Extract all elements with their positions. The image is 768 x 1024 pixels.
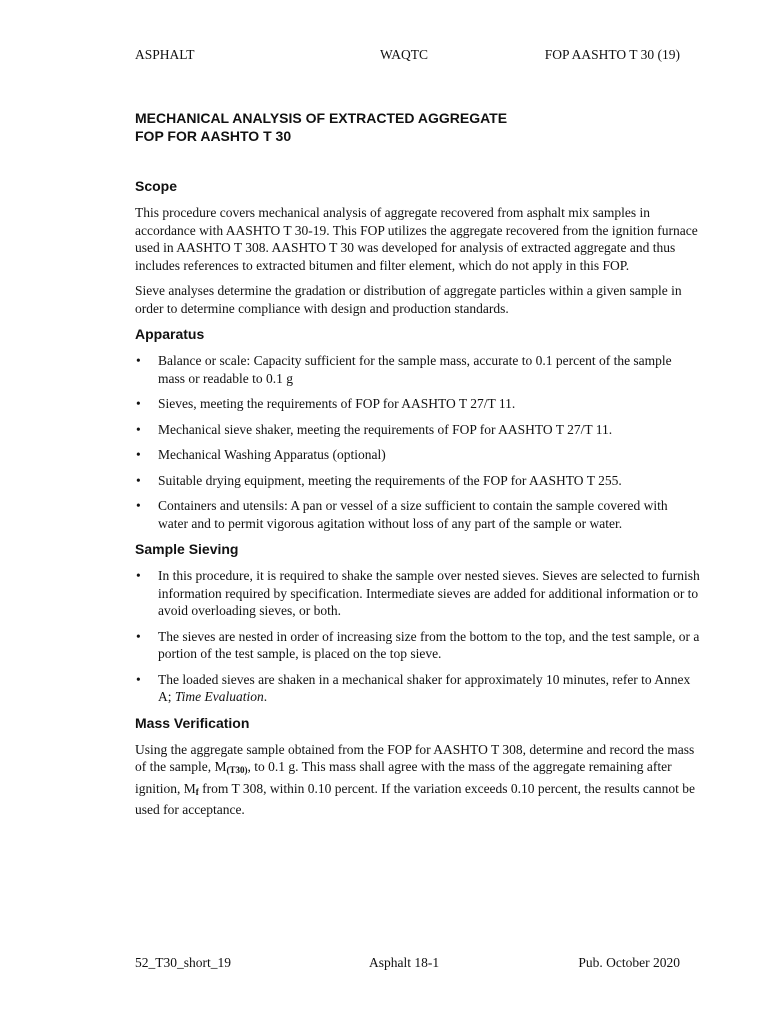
list-item: [135, 567, 700, 620]
list-item-text: Balance or scale: Capacity sufficient for the sample mass, accurate to 0.1 percent of the sample mass or readable to 0.1 g: [158, 353, 672, 386]
list-item: [135, 497, 700, 532]
page-footer: [135, 954, 680, 972]
scope-paragraph-1: This procedure covers mechanical analysis of aggregate recovered from asphalt mix samples in accordance with AASHTO T 30-19. This FOP utilizes the aggregate recovered from the ignition furnace used in AASHTO T 308. AASHTO T 30 was developed for analysis of extracted aggregate and thus includes references to extracted bitumen and filter element, which do not apply in this FOP.: [135, 205, 698, 273]
list-item-text: Containers and utensils: A pan or vessel of a size sufficient to contain the sample covered with water and to permit vigorous agitation without loss of any part of the sample or water.: [158, 498, 668, 531]
bullet-icon: •: [136, 472, 141, 488]
header-right: FOP AASHTO T 30 (19): [544, 47, 680, 62]
document-body: [135, 109, 700, 819]
bullet-icon: •: [136, 568, 141, 583]
list-item: [135, 395, 700, 413]
mass-subscript: (T30): [226, 765, 248, 775]
apparatus-list: [135, 352, 700, 532]
bullet-icon: •: [136, 628, 141, 644]
bullet-icon: •: [136, 421, 141, 437]
scope-heading: Scope: [135, 178, 178, 194]
mass-verification-heading: Mass Verification: [135, 714, 250, 731]
bullet-icon: •: [136, 498, 141, 513]
list-item-end: .: [263, 689, 268, 704]
mass-verification-text-2: , to 0.1 g. This mass shall agree with the mass of the aggregate remaining after ignition, M: [135, 759, 672, 796]
page-header: [135, 46, 680, 64]
footer-center: Asphalt 18-1: [369, 955, 440, 970]
mass-verification-text-1: Using the aggregate sample obtained from the FOP for AASHTO T 308, determine and record the mass of the sample, M: [135, 741, 695, 774]
list-item-text: Suitable drying equipment, meeting the requirements of the FOP for AASHTO T 255.: [158, 472, 622, 488]
list-item: [135, 446, 700, 464]
apparatus-heading: Apparatus: [135, 326, 205, 342]
list-item: [135, 352, 700, 387]
list-item-text: In this procedure, it is required to shake the sample over nested sieves. Sieves are selected to furnish information required by specification. Intermediate sieves are added for additional information or to avoid overloading sieves, or both.: [158, 568, 700, 618]
bullet-icon: •: [136, 447, 141, 462]
list-item-text: Mechanical Washing Apparatus (optional): [158, 447, 386, 462]
footer-left: 52_T30_short_19: [135, 955, 231, 970]
list-item: [135, 472, 700, 490]
list-item-text: The sieves are nested in order of increasing size from the bottom to the top, and the test sample, or a portion of the test sample, is placed on the top sieve.: [158, 628, 700, 661]
list-item-text: The loaded sieves are shaken in a mechanical shaker for approximately 10 minutes, refer to Annex A;: [158, 671, 691, 704]
document-title-line2: FOP FOR AASHTO T 30: [135, 128, 292, 144]
annex-reference: Time Evaluation: [174, 689, 264, 704]
list-item-text: Mechanical sieve shaker, meeting the requirements of FOP for AASHTO T 27/T 11.: [158, 421, 613, 437]
list-item: [135, 628, 700, 663]
mass-verification-text-3: from T 308, within 0.10 percent. If the variation exceeds 0.10 percent, the results cannot be used for acceptance.: [135, 780, 695, 817]
list-item: [135, 421, 700, 439]
bullet-icon: •: [136, 396, 141, 411]
header-center: WAQTC: [380, 47, 428, 62]
bullet-icon: •: [136, 671, 141, 687]
sample-sieving-heading: Sample Sieving: [135, 541, 239, 557]
bullet-icon: •: [136, 353, 141, 368]
scope-paragraph-2: Sieve analyses determine the gradation or distribution of aggregate particles within a given sample in order to determine compliance with design and production standards.: [135, 283, 682, 316]
list-item-text: Sieves, meeting the requirements of FOP for AASHTO T 27/T 11.: [158, 396, 516, 411]
mass-subscript-f: f: [195, 786, 199, 797]
document-title-line1: MECHANICAL ANALYSIS OF EXTRACTED AGGREGATE: [135, 110, 508, 126]
list-item: [135, 671, 700, 706]
footer-right: Pub. October 2020: [578, 955, 680, 970]
mass-verification-paragraph: [135, 741, 700, 819]
header-left: ASPHALT: [135, 47, 195, 62]
sample-sieving-list: [135, 567, 700, 706]
